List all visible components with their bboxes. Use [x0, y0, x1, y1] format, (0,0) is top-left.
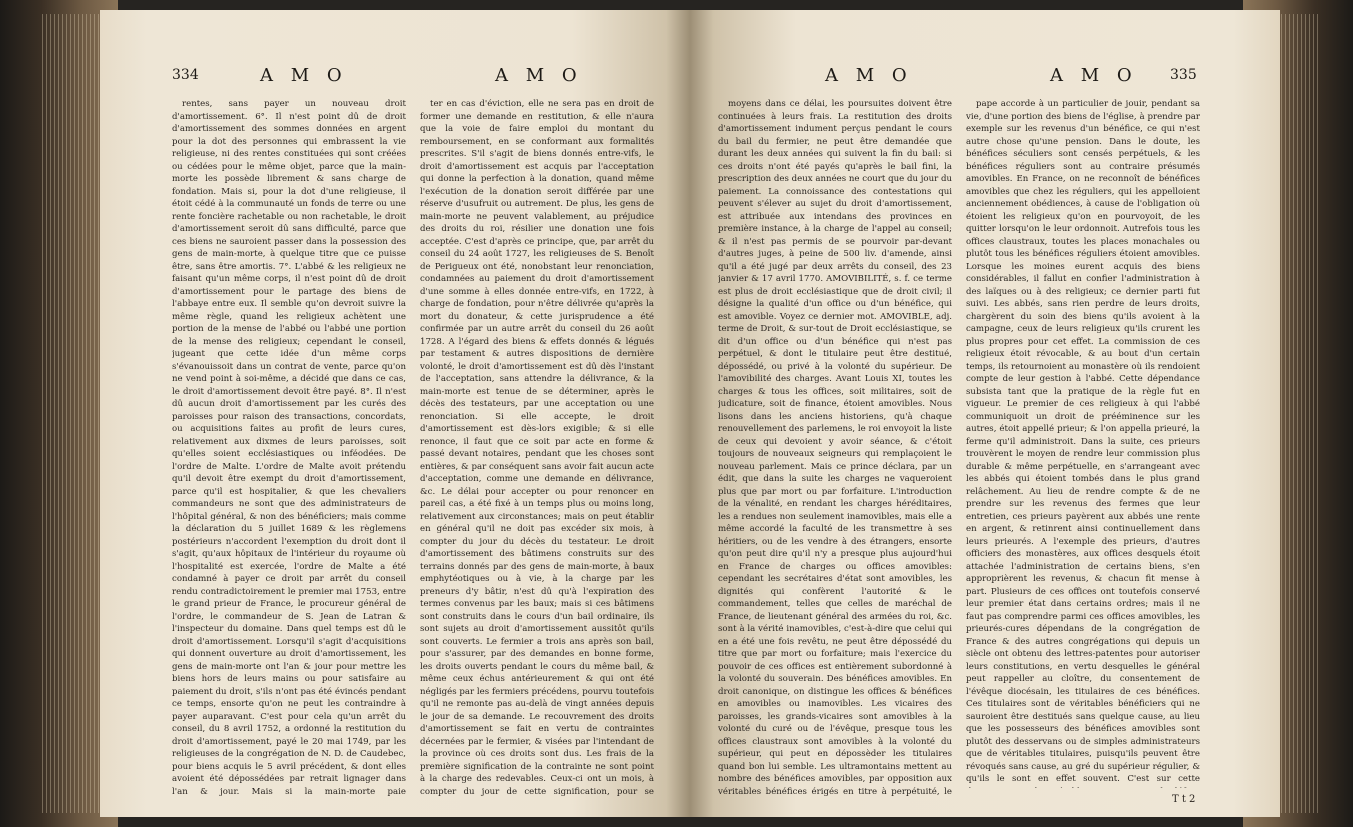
body-text: pape accorde à un particulier de jouir, pendant sa vie, d'une portion des biens de l'église, à prendre par exemple sur les revenus d'un bénéfice, ce qui n'est autre chose qu'une pension. Dans le doute, les bénéfices séculiers sont censés perpétuels, & les bénéfices réguliers sont au contraire présumés amovibles. En France, on ne reconnoît de bénéfices amovibles que chez les réguliers, qui les appelloient anciennement obédiences, à cause de l'obligation où étoient les religieux qu'on en pourvoyoit, de les quitter lorsqu'on le leur ordonnoit. Autrefois tous les offices claustraux, toutes les places monachales ou plutôt tous les bénéfices réguliers étoient amovibles. Lorsque les moines eurent acquis des biens considérables, il fallut en confier l'administration à des laïques ou à des religieux; ce dernier parti fut suivi. Les abbés, sans rien perdre de leurs droits, chargèrent du soin des biens qu'ils avoient à la campagne, ceux de leurs religieux qu'ils crurent les plus propres pour cet effet. La commission de ces religieux étoit révocable, & au bout d'un certain temps, ils retournoient au monastère où ils rendoient compte de leur gestion à l'abbé. Cette dépendance subsista tant que la pratique de la règle fut en vigueur. Le premier de ces religieux à qui l'abbé communiquoit un droit de prééminence sur les autres, étoit appellé prieur; & l'on appella prieuré, la ferme qu'il administroit. Dans la suite, ces prieurs trouvèrent le moyen de rendre leur commission plus durable & même perpétuelle, en s'arrangeant avec les abbés qui étoient tombés dans le plus grand relâchement. Au lieu de rendre compte & de ne prendre sur les revenus des fermes que leur entretien, ces prieurs payèrent aux abbés une rente en argent, & retinrent ainsi continuellement dans leurs prieurés. A l'exemple des prieurs, d'autres officiers des monastères, aux offices desquels étoit attachée l'administration de certains biens, s'en approprièrent les revenus, & chacun fit mense à part. Plusieurs de ces offices ont toutefois conservé leur premier état dans certains ordres; mais il ne faut pas comprendre parmi ces offices amovibles, les prieurés-cures dépendans de la congrégation de France & des autres congrégations qui depuis un siècle ont obtenu des lettres-patentes pour autoriser leurs constitutions, en vertu desquelles le général peut rappeller au cloître, du consentement de l'évêque diocésain, les titulaires de ces bénéfices. Ces titulaires sont de véritables bénéficiers qui ne sauroient être destitués sans quelque cause, au lieu que les possesseurs des bénéfices amovibles sont plutôt des desservans ou de simples administrateurs que de véritables titulaires, puisqu'ils peuvent être révoqués sans cause, au gré du supérieur régulier, & qu'ils le sont en effet souvent. C'est sur cette [966, 99, 1200, 784]
body-text: ter en cas d'éviction, elle ne sera pas en droit de former une demande en restitution, & elle n'aura que la voie de faire emploi du montant du remboursement, en se conformant aux formalités prescrites. S'il s'agit de biens donnés entre-vifs, le droit d'amortissement est acquis par l'acceptation qui donne la perfection à la donation, quand même l'exécution de la donation seroit différée par une réserve d'usufruit ou autrement. De plus, les gens de main-morte ne peuvent valablement, au préjudice des droits du roi, résilier une donation une fois acceptée. C'est d'après ce principe, que, par arrêt du conseil du 24 août 1727, les religieuses de S. Benoît de Perigueux ont été, nonobstant leur renonciation, condamnées au paiement du droit d'amortissement d'une somme à elles donnée entre-vifs, en 1722, à charge de fondation, pour n'être délivrée qu'après la mort du donateur, & cette jurisprudence a été confirmée par un autre arrêt du conseil du 26 août 1728. A l'égard des biens & effets donnés & légués par testament & autres dispositions de dernière volonté, le droit d'amortissement est dû dès l'instant de l'acceptation, sans attendre la délivrance, & la main-morte est tenue de se déterminer, après le décès des testateurs, par une acceptation ou une renonciation. Si elle accepte, le droit d'amortissement est dès-lors exigible; & si elle renonce, il faut que ce soit par acte en forme & passé devant notaires, pendant que les choses sont entières, & par conséquent sans avoir fait aucun acte d'acceptation, comme une demande en délivrance, &c. Le délai pour accepter ou pour renoncer en pareil cas, a été fixé à un temps plus ou moins long, relativement aux circonstances; mais on peut établir en général qu'il ne doit pas excéder six mois, à compter du jour du décès du testateur. Le droit d'amortissement des bâtimens construits sur des terrains donnés par des gens de main-morte, à baux emphytéotiques ou à vie, à la charge par les preneurs d'y bâtir, n'est dû qu'à l'expiration des termes convenus par les baux; mais si ces bâtimens sont construits dans le cours d'un bail ordinaire, ils sont sujets au droit d'amortissement aussitôt qu'ils sont couverts. Le fermier a trois ans après son bail, pour s'assurer, par des demandes en bonne forme, les droits ouverts pendant le cours du même bail, & même ceux échus antérieurement & qui ont été négligés par les fermiers précédens, pourvu toutefois qu'il ne remonte pas au-delà de vingt années depuis le jour de sa demande. Le recouvrement des droits d'amortissement se fait en vertu de contraintes décernées par le fermier, & visées par l'intendant de la province où ces droits sont dus. Les frais de la première signification de la contrainte ne sont point à la charge des redevables. Ceux-ci ont un mois, à compter du jour de cette signification, pour se [420, 99, 654, 797]
running-head: A M O [1050, 65, 1138, 86]
running-head: A M O [825, 65, 913, 86]
left-page [100, 10, 690, 817]
book-spread [100, 10, 1280, 817]
body-text: moyens dans ce délai, les poursuites doivent être continuées à leurs frais. La restitution des droits d'amortissement indument perçus pendant le cours du bail du fermier, ne peut être demandée que durant les deux années qui suivent la fin du bail: si ces droits n'ont été payés qu'après le bail fini, la prescription des deux années ne court que du jour du paiement. La connoissance des contestations qui peuvent s'élever au sujet du droit d'amortissement, est attribuée aux intendans des provinces en première instance, à la charge de l'appel au conseil; & il n'est pas permis de se pourvoir par-devant d'autres juges, à peine de 500 liv. d'amende, ainsi qu'il a été jugé par deux arrêts du conseil, des 23 janvier & 17 avril 1770. AMOVIBILITÉ, s. f. ce terme est plus de droit ecclésiastique que de droit civil; il désigne la qualité d'un office ou d'un bénéfice, qui est amovible. Voyez ce dernier mot. AMOVIBLE, adj. terme de Droit, & sur-tout de Droit ecclésiastique, se dit d'un office ou d'un bénéfice qui n'est pas perpétuel, & dont le titulaire peut être destitué, dépossédé, ou privé à la volonté du supérieur. De l'amovibilité des charges. Avant Louis XI, toutes les charges & tous les offices, soit militaires, soit de judicature, soit de finance, étoient amovibles. Nous lisons dans les anciens historiens, qu'à chaque renouvellement des parlemens, le roi envoyoit la liste de ceux qui devoient y avoir séance, & c'étoit toujours de nouveaux seigneurs qui remplaçoient le nouveau parlement. Mais ce prince déclara, par un édit, que dans la suite les charges ne vaqueroient plus que par mort ou par forfaiture. L'introduction de la vénalité, en rendant les charges héréditaires, les a rendues non seulement inamovibles, mais elle a même accordé la faculté de les transmettre à ses héritiers, ou de les vendre à des étrangers, ensorte qu'on peut dire qu'il n'y a presque plus aujourd'hui en France de charges ou offices amovibles: cependant les secrétaires d'état sont amovibles, les dignités qui confèrent l'autorité & le commandement, telles que celles de maréchal de France, de lieutenant général des armées du roi, &c. sont à la vérité inamovibles, c'est-à-dire que celui qui en a été une fois revêtu, ne peut être dépossédé du titre que par mort ou forfaiture; mais l'exercice du pouvoir de ces offices est entièrement subordonné à la volonté du souverain. Des bénéfices amovibles. En droit canonique, on distingue les offices & bénéfices en amovibles ou inamovibles. Les vicaires des paroisses, les grands-vicaires sont amovibles à la volonté du curé ou de l'évêque, presque tous les offices claustraux sont amovibles à la volonté du supérieur, qui peut en dépossèder les titulaires quand bon lui semble. Les ultramontains mettent au nombre des bénéfices amovibles, par opposition aux véritables bénéfices érigés en titre à perpétuité, le [718, 99, 952, 797]
text-column [420, 98, 654, 798]
signature-mark: T t 2 [1172, 794, 1196, 805]
text-column [172, 98, 406, 798]
running-head: A M O [260, 65, 348, 86]
page-number: 334 [172, 67, 199, 83]
running-head: A M O [495, 65, 583, 86]
text-column [966, 98, 1200, 788]
body-text: rentes, sans payer un nouveau droit d'amortissement. 6°. Il n'est point dû de droit d'amortissement des sommes données en argent pour la dot des personnes qui embrassent la vie religieuse, ni des rentes constituées qui sont créées ou cédées pour le même objet, parce que la main-morte les possède librement & sans charge de fondation. Mais si, pour la dot d'une religieuse, il étoit cédé à la communauté un fonds de terre ou une rente foncière rachetable ou non rachetable, le droit d'amortissement seroit dû sans difficulté, parce que ces biens ne sauroient passer dans la possession des gens de main-morte, à quelque titre que ce puisse être, sans être amortis. 7°. L'abbé & les religieux ne faisant qu'un même corps, il n'est point dû de droit d'amortissement pour le partage des biens de l'abbaye entre eux. Il semble qu'on devroit suivre la même règle, quand les religieux achètent une portion de la mense de l'abbé ou l'abbé une portion de la mense des religieux; cependant le conseil, jugeant que cette idée d'un même corps s'évanouissoit dans un contrat de vente, parce qu'on ne vend point à soi-même, a décidé que dans ce cas, le droit d'amortissement devoit être payé. 8°. Il n'est dû aucun droit d'amortissement par les curés des paroisses pour raison des transactions, concordats, ou acquisitions faites au profit de leurs cures, relativement aux dixmes de leurs paroisses, soit qu'elles soient ecclésiastiques ou inféodées. De l'ordre de Malte. L'ordre de Malte avoit prétendu qu'il devoit être exempt du droit d'amortissement, parce qu'il est hospitalier, & que les chevaliers commandeurs ne sont que des administrateurs de l'hôpital général, & non des bénéficiers; mais comme la déclaration du 5 juillet 1689 & les règlemens postérieurs n'accordent l'exemption du droit dont il s'agit, qu'aux hôpitaux de l'intérieur du royaume où l'hospitalité est exercée, l'ordre de Malte a été condamné à payer ce droit par arrêt du conseil rendu contradictoirement le premier mai 1753, entre le grand prieur de France, le procureur général de l'ordre, le commandeur de S. Jean de Latran & l'inspecteur du domaine. Dans quel temps est dû le droit d'amortissement. Lorsqu'il s'agit d'acquisitions qui donnent ouverture au droit d'amortissement, les gens de main-morte ont l'an & jour pour mettre les biens hors de leurs mains ou pour satisfaire au paiement du droit, s'ils n'ont pas été évincés pendant ce temps, ensorte qu'on ne peut les contraindre à payer auparavant. C'est pour cela qu'un arrêt du conseil, du 8 avril 1752, a ordonné la restitution du droit d'amortissement, payé le 20 mai 1749, par les religieuses de la congrégation de N. D. de Caudebec, pour biens acquis le 5 avril précédent, & dont elles avoient été dépossédées par retrait lignager dans l'an & jour. Mais si la main-morte paie [172, 99, 406, 797]
text-column [718, 98, 952, 798]
right-page [690, 10, 1280, 817]
page-number: 335 [1170, 67, 1197, 83]
